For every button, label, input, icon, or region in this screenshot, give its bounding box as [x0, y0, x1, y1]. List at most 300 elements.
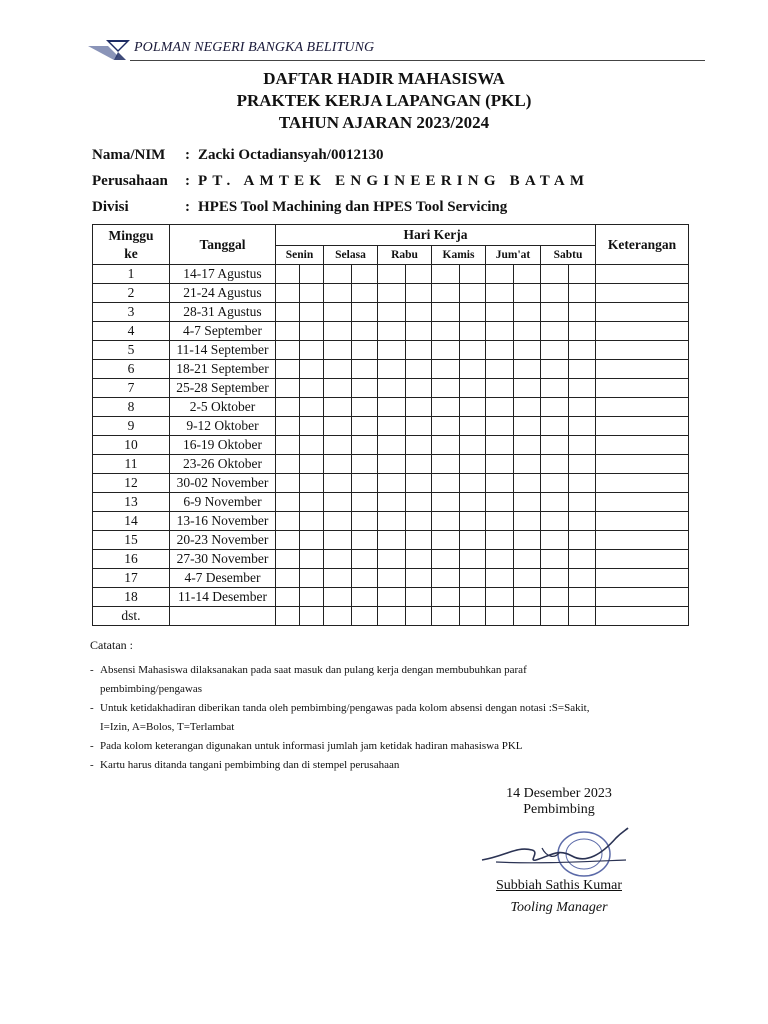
week-cell: 2	[93, 284, 170, 303]
attendance-cell[interactable]	[352, 493, 378, 512]
attendance-cell[interactable]	[276, 588, 300, 607]
keterangan-cell[interactable]	[596, 512, 689, 531]
attendance-cell[interactable]	[432, 398, 460, 417]
keterangan-cell[interactable]	[596, 569, 689, 588]
attendance-cell[interactable]	[406, 493, 432, 512]
attendance-cell[interactable]	[406, 436, 432, 455]
attendance-cell[interactable]	[569, 550, 596, 569]
attendance-cell[interactable]	[406, 569, 432, 588]
attendance-cell[interactable]	[569, 531, 596, 550]
attendance-cell[interactable]	[300, 455, 324, 474]
week-cell: 14	[93, 512, 170, 531]
attendance-cell[interactable]	[569, 588, 596, 607]
attendance-cell[interactable]	[352, 474, 378, 493]
week-cell: 18	[93, 588, 170, 607]
attendance-cell[interactable]	[406, 322, 432, 341]
attendance-cell[interactable]	[486, 569, 514, 588]
attendance-cell[interactable]	[324, 550, 352, 569]
attendance-cell[interactable]	[432, 569, 460, 588]
attendance-cell[interactable]	[352, 455, 378, 474]
document-title	[0, 68, 768, 134]
note-dash: -	[90, 702, 94, 714]
attendance-cell[interactable]	[432, 493, 460, 512]
attendance-cell[interactable]	[276, 417, 300, 436]
attendance-cell[interactable]	[432, 360, 460, 379]
keterangan-cell[interactable]	[596, 303, 689, 322]
info-value: Zacki Octadiansyah/0012130	[198, 147, 384, 163]
attendance-cell[interactable]	[541, 322, 569, 341]
attendance-cell[interactable]	[486, 398, 514, 417]
attendance-cell[interactable]	[276, 550, 300, 569]
attendance-cell[interactable]	[541, 588, 569, 607]
attendance-cell[interactable]	[569, 398, 596, 417]
attendance-cell[interactable]	[541, 531, 569, 550]
attendance-cell[interactable]	[541, 379, 569, 398]
attendance-cell[interactable]	[514, 379, 541, 398]
attendance-cell[interactable]	[378, 550, 406, 569]
attendance-cell[interactable]	[514, 284, 541, 303]
attendance-cell[interactable]	[432, 455, 460, 474]
attendance-cell[interactable]	[276, 284, 300, 303]
attendance-cell[interactable]	[378, 588, 406, 607]
attendance-cell[interactable]	[569, 284, 596, 303]
attendance-cell[interactable]	[352, 588, 378, 607]
attendance-cell[interactable]	[460, 284, 486, 303]
attendance-cell[interactable]	[378, 417, 406, 436]
attendance-cell[interactable]	[276, 569, 300, 588]
attendance-cell[interactable]	[324, 436, 352, 455]
notes-section	[90, 636, 650, 775]
attendance-cell[interactable]	[276, 322, 300, 341]
attendance-cell[interactable]	[324, 284, 352, 303]
keterangan-cell[interactable]	[596, 474, 689, 493]
attendance-cell[interactable]	[460, 474, 486, 493]
attendance-cell[interactable]	[300, 588, 324, 607]
keterangan-cell[interactable]	[596, 379, 689, 398]
info-colon: :	[185, 199, 190, 215]
attendance-cell[interactable]	[352, 512, 378, 531]
attendance-cell[interactable]	[541, 512, 569, 531]
attendance-cell[interactable]	[378, 303, 406, 322]
note-dash: -	[90, 740, 94, 752]
keterangan-cell[interactable]	[596, 550, 689, 569]
attendance-cell[interactable]	[300, 284, 324, 303]
attendance-cell[interactable]	[460, 398, 486, 417]
attendance-cell[interactable]	[514, 341, 541, 360]
attendance-cell[interactable]	[460, 493, 486, 512]
attendance-cell[interactable]	[541, 398, 569, 417]
attendance-cell[interactable]	[276, 379, 300, 398]
attendance-cell[interactable]	[378, 455, 406, 474]
attendance-cell[interactable]	[569, 436, 596, 455]
attendance-cell[interactable]	[541, 436, 569, 455]
attendance-cell[interactable]	[432, 436, 460, 455]
attendance-cell[interactable]	[300, 569, 324, 588]
attendance-cell[interactable]	[352, 303, 378, 322]
header-divider	[130, 60, 705, 61]
header-minggu-line1: Minggu	[108, 227, 154, 243]
attendance-cell[interactable]	[352, 341, 378, 360]
attendance-cell[interactable]	[569, 455, 596, 474]
attendance-cell[interactable]	[324, 493, 352, 512]
table-row	[93, 379, 689, 398]
attendance-cell[interactable]	[541, 493, 569, 512]
attendance-cell[interactable]	[514, 303, 541, 322]
attendance-cell[interactable]	[406, 360, 432, 379]
attendance-cell[interactable]	[486, 607, 514, 626]
attendance-cell[interactable]	[300, 493, 324, 512]
week-cell: 15	[93, 531, 170, 550]
attendance-cell[interactable]	[324, 322, 352, 341]
attendance-cell[interactable]	[569, 512, 596, 531]
attendance-cell[interactable]	[486, 360, 514, 379]
attendance-cell[interactable]	[324, 417, 352, 436]
attendance-cell[interactable]	[514, 550, 541, 569]
keterangan-cell[interactable]	[596, 341, 689, 360]
attendance-cell[interactable]	[406, 455, 432, 474]
table-row	[93, 360, 689, 379]
attendance-cell[interactable]	[378, 436, 406, 455]
attendance-cell[interactable]	[460, 417, 486, 436]
attendance-cell[interactable]	[324, 455, 352, 474]
attendance-cell[interactable]	[276, 474, 300, 493]
attendance-cell[interactable]	[514, 398, 541, 417]
attendance-cell[interactable]	[486, 436, 514, 455]
attendance-cell[interactable]	[324, 265, 352, 284]
attendance-cell[interactable]	[541, 569, 569, 588]
attendance-cell[interactable]	[460, 379, 486, 398]
keterangan-cell[interactable]	[596, 436, 689, 455]
attendance-cell[interactable]	[486, 303, 514, 322]
attendance-cell[interactable]	[460, 607, 486, 626]
attendance-cell[interactable]	[276, 341, 300, 360]
date-cell: 18-21 September	[170, 360, 276, 379]
attendance-cell[interactable]	[432, 588, 460, 607]
attendance-cell[interactable]	[352, 360, 378, 379]
attendance-cell[interactable]	[406, 588, 432, 607]
attendance-cell[interactable]	[378, 360, 406, 379]
attendance-cell[interactable]	[406, 550, 432, 569]
attendance-cell[interactable]	[378, 474, 406, 493]
attendance-cell[interactable]	[406, 341, 432, 360]
attendance-cell[interactable]	[324, 379, 352, 398]
attendance-cell[interactable]	[406, 284, 432, 303]
attendance-cell[interactable]	[569, 322, 596, 341]
attendance-cell[interactable]	[352, 436, 378, 455]
attendance-cell[interactable]	[406, 474, 432, 493]
attendance-cell[interactable]	[486, 417, 514, 436]
attendance-cell[interactable]	[486, 531, 514, 550]
table-row	[93, 303, 689, 322]
keterangan-cell[interactable]	[596, 398, 689, 417]
attendance-cell[interactable]	[300, 436, 324, 455]
attendance-cell[interactable]	[276, 265, 300, 284]
attendance-cell[interactable]	[432, 265, 460, 284]
keterangan-cell[interactable]	[596, 265, 689, 284]
date-cell: 27-30 November	[170, 550, 276, 569]
attendance-cell[interactable]	[378, 379, 406, 398]
attendance-cell[interactable]	[514, 417, 541, 436]
attendance-cell[interactable]	[432, 284, 460, 303]
attendance-cell[interactable]	[514, 455, 541, 474]
title-line-3: TAHUN AJARAN 2023/2024	[278, 113, 490, 132]
attendance-cell[interactable]	[406, 607, 432, 626]
attendance-cell[interactable]	[352, 265, 378, 284]
date-cell: 16-19 Oktober	[170, 436, 276, 455]
date-cell: 4-7 Desember	[170, 569, 276, 588]
attendance-cell[interactable]	[300, 607, 324, 626]
attendance-cell[interactable]	[324, 303, 352, 322]
attendance-cell[interactable]	[276, 436, 300, 455]
attendance-cell[interactable]	[569, 493, 596, 512]
note-line: pembimbing/pengawas	[100, 683, 203, 695]
info-value: HPES Tool Machining dan HPES Tool Servicing	[198, 199, 508, 215]
note-item	[90, 756, 650, 775]
keterangan-cell[interactable]	[596, 455, 689, 474]
attendance-cell[interactable]	[300, 512, 324, 531]
attendance-cell[interactable]	[276, 607, 300, 626]
attendance-cell[interactable]	[514, 512, 541, 531]
attendance-cell[interactable]	[486, 341, 514, 360]
attendance-cell[interactable]	[514, 474, 541, 493]
attendance-cell[interactable]	[324, 588, 352, 607]
attendance-cell[interactable]	[569, 379, 596, 398]
attendance-cell[interactable]	[300, 379, 324, 398]
document-header	[88, 38, 708, 64]
attendance-cell[interactable]	[460, 303, 486, 322]
attendance-cell[interactable]	[460, 569, 486, 588]
attendance-cell[interactable]	[486, 588, 514, 607]
attendance-cell[interactable]	[378, 512, 406, 531]
attendance-cell[interactable]	[569, 474, 596, 493]
attendance-cell[interactable]	[460, 265, 486, 284]
keterangan-cell[interactable]	[596, 284, 689, 303]
attendance-cell[interactable]	[276, 512, 300, 531]
attendance-cell[interactable]	[300, 360, 324, 379]
attendance-cell[interactable]	[300, 474, 324, 493]
attendance-cell[interactable]	[406, 417, 432, 436]
attendance-cell[interactable]	[324, 607, 352, 626]
attendance-cell[interactable]	[541, 341, 569, 360]
date-cell: 28-31 Agustus	[170, 303, 276, 322]
attendance-cell[interactable]	[406, 265, 432, 284]
attendance-cell[interactable]	[460, 322, 486, 341]
attendance-cell[interactable]	[352, 284, 378, 303]
attendance-cell[interactable]	[324, 512, 352, 531]
attendance-cell[interactable]	[486, 455, 514, 474]
attendance-cell[interactable]	[569, 265, 596, 284]
header-keterangan: Keterangan	[596, 225, 689, 265]
attendance-cell[interactable]	[378, 607, 406, 626]
attendance-cell[interactable]	[460, 531, 486, 550]
table-row	[93, 322, 689, 341]
attendance-table-body	[93, 265, 689, 626]
attendance-cell[interactable]	[432, 531, 460, 550]
attendance-cell[interactable]	[541, 360, 569, 379]
attendance-cell[interactable]	[514, 588, 541, 607]
table-row	[93, 569, 689, 588]
keterangan-cell[interactable]	[596, 322, 689, 341]
attendance-cell[interactable]	[406, 303, 432, 322]
attendance-cell[interactable]	[378, 398, 406, 417]
attendance-cell[interactable]	[300, 322, 324, 341]
attendance-cell[interactable]	[541, 303, 569, 322]
attendance-cell[interactable]	[406, 531, 432, 550]
attendance-cell[interactable]	[569, 341, 596, 360]
attendance-cell[interactable]	[486, 512, 514, 531]
attendance-cell[interactable]	[541, 607, 569, 626]
attendance-cell[interactable]	[300, 303, 324, 322]
attendance-cell[interactable]	[324, 531, 352, 550]
attendance-cell[interactable]	[486, 493, 514, 512]
attendance-cell[interactable]	[378, 341, 406, 360]
attendance-cell[interactable]	[324, 360, 352, 379]
header-day-rabu: Rabu	[378, 246, 432, 265]
attendance-cell[interactable]	[276, 455, 300, 474]
attendance-cell[interactable]	[460, 360, 486, 379]
attendance-cell[interactable]	[514, 360, 541, 379]
attendance-cell[interactable]	[486, 550, 514, 569]
attendance-cell[interactable]	[276, 531, 300, 550]
attendance-cell[interactable]	[432, 322, 460, 341]
title-line-2: PRAKTEK KERJA LAPANGAN (PKL)	[236, 91, 532, 110]
attendance-cell[interactable]	[460, 436, 486, 455]
attendance-cell[interactable]	[352, 550, 378, 569]
attendance-cell[interactable]	[378, 531, 406, 550]
attendance-cell[interactable]	[300, 417, 324, 436]
header-day-kamis: Kamis	[432, 246, 486, 265]
attendance-cell[interactable]	[432, 474, 460, 493]
table-row	[93, 607, 689, 626]
attendance-cell[interactable]	[276, 303, 300, 322]
note-line: I=Izin, A=Bolos, T=Terlambat	[100, 721, 235, 733]
attendance-cell[interactable]	[460, 455, 486, 474]
attendance-cell[interactable]	[460, 512, 486, 531]
date-cell: 30-02 November	[170, 474, 276, 493]
keterangan-cell[interactable]	[596, 531, 689, 550]
table-row	[93, 398, 689, 417]
attendance-cell[interactable]	[276, 360, 300, 379]
attendance-cell[interactable]	[324, 569, 352, 588]
attendance-cell[interactable]	[486, 322, 514, 341]
attendance-cell[interactable]	[569, 607, 596, 626]
attendance-cell[interactable]	[352, 322, 378, 341]
week-cell: 9	[93, 417, 170, 436]
attendance-cell[interactable]	[324, 341, 352, 360]
attendance-cell[interactable]	[541, 265, 569, 284]
attendance-cell[interactable]	[378, 265, 406, 284]
table-row	[93, 341, 689, 360]
attendance-cell[interactable]	[378, 322, 406, 341]
attendance-cell[interactable]	[569, 417, 596, 436]
attendance-cell[interactable]	[460, 588, 486, 607]
attendance-cell[interactable]	[432, 303, 460, 322]
attendance-cell[interactable]	[514, 531, 541, 550]
attendance-cell[interactable]	[514, 265, 541, 284]
attendance-cell[interactable]	[569, 569, 596, 588]
attendance-cell[interactable]	[486, 474, 514, 493]
attendance-cell[interactable]	[486, 379, 514, 398]
attendance-cell[interactable]	[514, 569, 541, 588]
note-item	[90, 737, 650, 756]
attendance-cell[interactable]	[541, 284, 569, 303]
keterangan-cell[interactable]	[596, 417, 689, 436]
keterangan-cell[interactable]	[596, 588, 689, 607]
header-day-senin: Senin	[276, 246, 324, 265]
week-cell: 6	[93, 360, 170, 379]
attendance-cell[interactable]	[352, 398, 378, 417]
attendance-cell[interactable]	[432, 341, 460, 360]
attendance-cell[interactable]	[352, 569, 378, 588]
attendance-cell[interactable]	[300, 531, 324, 550]
attendance-cell[interactable]	[432, 379, 460, 398]
keterangan-cell[interactable]	[596, 360, 689, 379]
attendance-cell[interactable]	[300, 265, 324, 284]
attendance-cell[interactable]	[460, 341, 486, 360]
attendance-cell[interactable]	[541, 474, 569, 493]
attendance-cell[interactable]	[300, 341, 324, 360]
attendance-cell[interactable]	[324, 398, 352, 417]
attendance-cell[interactable]	[406, 398, 432, 417]
keterangan-cell[interactable]	[596, 493, 689, 512]
signature-block	[484, 786, 634, 916]
date-cell: 13-16 November	[170, 512, 276, 531]
attendance-cell[interactable]	[406, 512, 432, 531]
attendance-cell[interactable]	[514, 493, 541, 512]
attendance-cell[interactable]	[486, 265, 514, 284]
attendance-table	[92, 224, 689, 626]
week-cell: 8	[93, 398, 170, 417]
keterangan-cell[interactable]	[596, 607, 689, 626]
attendance-cell[interactable]	[378, 569, 406, 588]
attendance-cell[interactable]	[352, 417, 378, 436]
date-cell: 4-7 September	[170, 322, 276, 341]
attendance-cell[interactable]	[276, 398, 300, 417]
attendance-cell[interactable]	[541, 550, 569, 569]
attendance-cell[interactable]	[378, 493, 406, 512]
attendance-cell[interactable]	[432, 550, 460, 569]
attendance-cell[interactable]	[541, 417, 569, 436]
attendance-cell[interactable]	[569, 303, 596, 322]
date-cell: 11-14 Desember	[170, 588, 276, 607]
attendance-cell[interactable]	[460, 550, 486, 569]
week-cell: 4	[93, 322, 170, 341]
week-cell: 13	[93, 493, 170, 512]
attendance-cell[interactable]	[300, 550, 324, 569]
attendance-cell[interactable]	[378, 284, 406, 303]
attendance-cell[interactable]	[432, 417, 460, 436]
attendance-cell[interactable]	[514, 436, 541, 455]
attendance-cell[interactable]	[514, 322, 541, 341]
attendance-cell[interactable]	[432, 512, 460, 531]
date-cell: 2-5 Oktober	[170, 398, 276, 417]
attendance-cell[interactable]	[569, 360, 596, 379]
attendance-cell[interactable]	[432, 607, 460, 626]
attendance-cell[interactable]	[352, 531, 378, 550]
table-row	[93, 455, 689, 474]
attendance-cell[interactable]	[541, 455, 569, 474]
week-cell: 11	[93, 455, 170, 474]
attendance-cell[interactable]	[276, 493, 300, 512]
attendance-cell[interactable]	[352, 607, 378, 626]
attendance-cell[interactable]	[352, 379, 378, 398]
attendance-cell[interactable]	[486, 284, 514, 303]
polman-logo-icon	[88, 38, 132, 64]
attendance-cell[interactable]	[300, 398, 324, 417]
attendance-cell[interactable]	[514, 607, 541, 626]
attendance-cell[interactable]	[406, 379, 432, 398]
attendance-cell[interactable]	[324, 474, 352, 493]
